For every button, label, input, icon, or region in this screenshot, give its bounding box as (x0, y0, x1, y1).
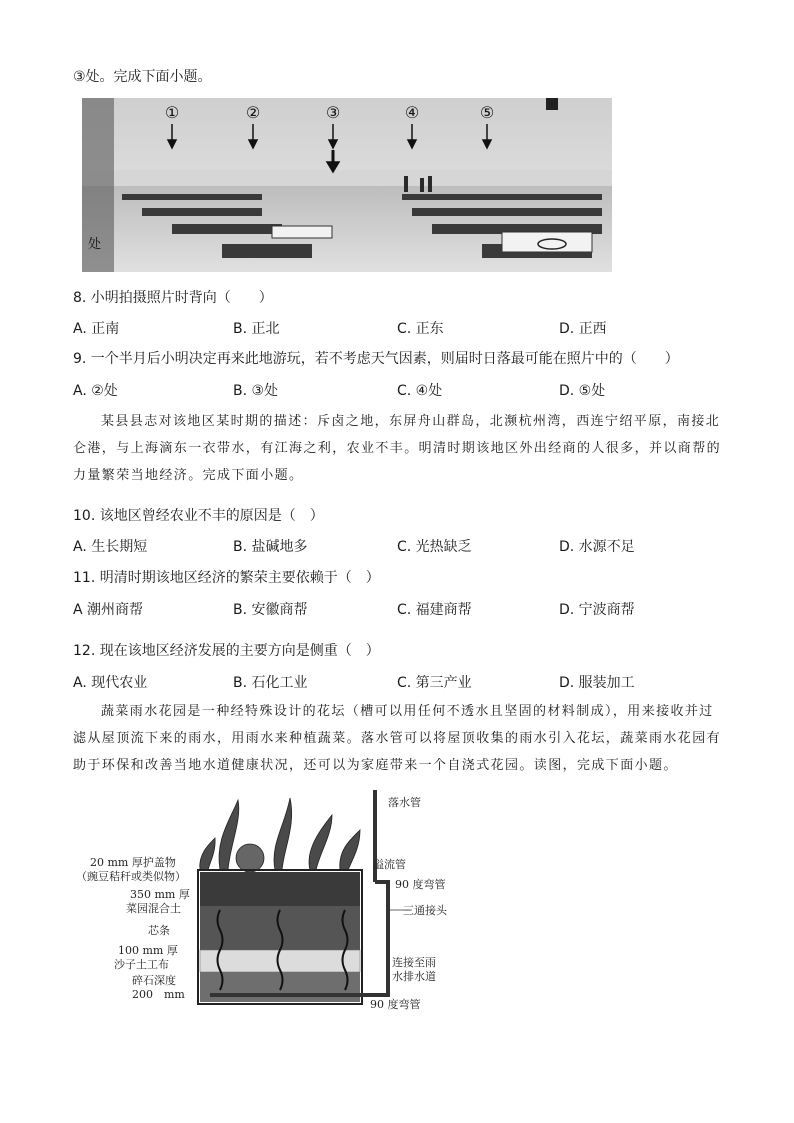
photo-marker-3: ③ (325, 103, 341, 122)
q10-option-b[interactable]: B. 盐碱地多 (233, 539, 308, 555)
label-sand-line-1: 100 mm 厚 (118, 944, 178, 957)
label-mulch-line-2: （豌豆秸秆或类似物） (76, 870, 186, 883)
q11-option-a[interactable]: A 潮州商帮 (73, 602, 144, 618)
passage-county-records-text: 某县县志对该地区某时期的描述：斥卤之地，东屏舟山群岛，北濒杭州湾，西连宁绍平原，南接北仑港，与上海滴东一衣带水，有江海之利，农业不丰。明清时期该地区外出经商的人很多，并以商帮的力量繁荣当地经济。完成下面小题。 (73, 414, 722, 483)
label-tee: 三通接头 (403, 904, 447, 917)
label-mulch-line-1: 20 mm 厚护盖物 (90, 856, 176, 869)
rain-garden-diagram (70, 790, 470, 1015)
label-drain-line-2: 水排水道 (392, 970, 436, 983)
q9-option-a[interactable]: A. ②处 (73, 383, 118, 399)
q8-option-b[interactable]: B. 正北 (233, 321, 280, 337)
photo-side-text: 处 (88, 237, 102, 252)
label-elbow-bottom: 90 度弯管 (370, 998, 421, 1011)
label-overflow: 溢流管 (373, 858, 406, 871)
photo-marker-5: ⑤ (479, 103, 495, 122)
photo-marker-1: ① (164, 103, 180, 122)
passage-rain-garden (73, 698, 723, 779)
q8-option-c[interactable]: C. 正东 (397, 321, 444, 337)
q10-option-d[interactable]: D. 水源不足 (559, 539, 635, 555)
q8-option-a[interactable]: A. 正南 (73, 321, 120, 337)
label-drain-line-1: 连接至雨 (392, 956, 436, 969)
q12-option-d[interactable]: D. 服装加工 (559, 675, 635, 691)
intro-tail: ③处。完成下面小题。 (73, 69, 212, 85)
label-soil-line-1: 350 mm 厚 (130, 888, 190, 901)
q8-stem: 8. 小明拍摄照片时背向（ ） (73, 290, 273, 306)
q11-stem: 11. 明清时期该地区经济的繁荣主要依赖于（ ） (73, 570, 380, 586)
q11-option-d[interactable]: D. 宁波商帮 (559, 602, 635, 618)
q12-option-c[interactable]: C. 第三产业 (397, 675, 472, 691)
q12-option-b[interactable]: B. 石化工业 (233, 675, 308, 691)
q10-option-c[interactable]: C. 光热缺乏 (397, 539, 472, 555)
q9-stem: 9. 一个半月后小明决定再来此地游玩，若不考虑天气因素，则届时日落最可能在照片中的（ ） (73, 351, 679, 367)
label-gravel-line-1: 碎石深度 (132, 974, 176, 987)
q12-stem: 12. 现在该地区经济发展的主要方向是侧重（ ） (73, 643, 380, 659)
q8-option-d[interactable]: D. 正西 (559, 321, 607, 337)
label-gravel-line-2: 200 mm (132, 988, 185, 1001)
q10-stem: 10. 该地区曾经农业不丰的原因是（ ） (73, 508, 324, 524)
label-elbow-top: 90 度弯管 (395, 878, 446, 891)
q11-option-b[interactable]: B. 安徽商帮 (233, 602, 308, 618)
q10-option-a[interactable]: A. 生长期短 (73, 539, 148, 555)
label-downpipe: 落水管 (388, 796, 421, 809)
label-soil-line-2: 菜园混合土 (126, 902, 181, 915)
q12-option-a[interactable]: A. 现代农业 (73, 675, 148, 691)
photo-marker-2: ② (245, 103, 261, 122)
q9-option-b[interactable]: B. ③处 (233, 383, 279, 399)
passage-rain-garden-text: 蔬菜雨水花园是一种经特殊设计的花坛（槽可以用任何不透水且坚固的材料制成），用来接收并过滤从屋顶流下来的雨水，用雨水来种植蔬菜。落水管可以将屋顶收集的雨水引入花坛，蔬菜雨水花园有助于环保和改善当地水道健康状况，还可以为家庭带来一个自浇式花园。读图，完成下面小题。 (73, 704, 722, 773)
q11-option-c[interactable]: C. 福建商帮 (397, 602, 472, 618)
q9-option-d[interactable]: D. ⑤处 (559, 383, 606, 399)
q9-option-c[interactable]: C. ④处 (397, 383, 443, 399)
photo-marker-4: ④ (404, 103, 420, 122)
passage-county-records (73, 408, 723, 489)
label-sand-line-2: 沙子土工布 (114, 958, 169, 971)
beach-photo (82, 98, 612, 272)
label-wick: 芯条 (148, 924, 170, 937)
